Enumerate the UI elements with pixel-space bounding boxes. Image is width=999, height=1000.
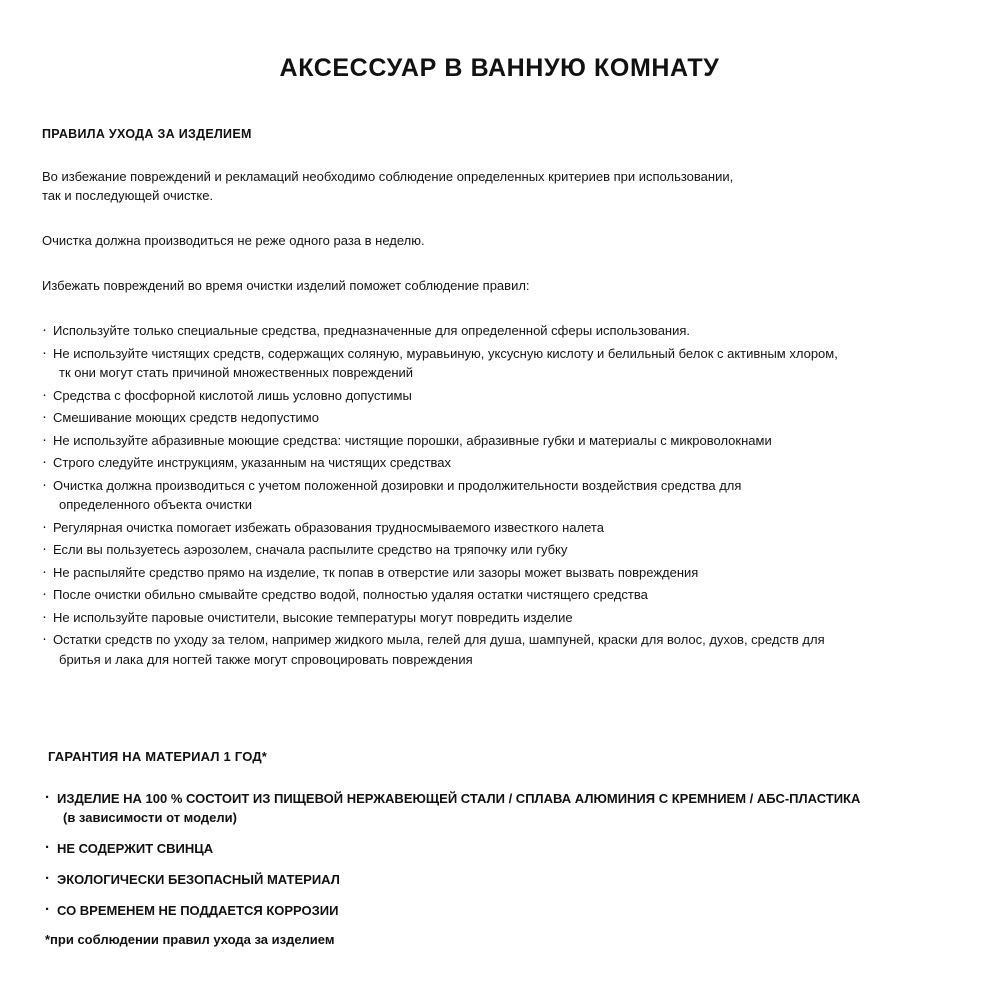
care-intro-line-1: Во избежание повреждений и рекламаций необходимо соблюдение определенных критериев при использовании,	[42, 169, 734, 184]
list-item	[42, 431, 959, 451]
list-item	[42, 453, 959, 473]
rule-line-1: Не используйте паровые очистители, высокие температуры могут повредить изделие	[53, 609, 573, 625]
rule-line-1: Регулярная очистка помогает избежать образования трудносмываемого известкого налета	[53, 519, 604, 535]
page-title: АКСЕССУАР В ВАННУЮ КОМНАТУ	[279, 54, 720, 82]
list-item	[45, 901, 959, 920]
rule-line-2: тк они могут стать причиной множественных повреждений	[59, 365, 414, 380]
guarantee-list	[40, 789, 959, 920]
care-intro-paragraph	[42, 167, 959, 205]
guarantee-line-1: ЭКОЛОГИЧЕСКИ БЕЗОПАСНЫЙ МАТЕРИАЛ	[57, 872, 340, 887]
list-item	[42, 585, 959, 605]
care-section-heading: ПРАВИЛА УХОДА ЗА ИЗДЕЛИЕМ	[42, 127, 252, 141]
list-item	[42, 408, 959, 428]
list-item	[45, 789, 959, 827]
rule-line-2: бритья и лака для ногтей также могут спровоцировать повреждения	[59, 651, 473, 667]
guarantee-line-1: СО ВРЕМЕНЕМ НЕ ПОДДАЕТСЯ КОРРОЗИИ	[57, 903, 339, 918]
guarantee-section	[40, 749, 959, 947]
rule-line-1: Строго следуйте инструкциям, указанным на чистящих средствах	[53, 455, 452, 470]
list-item	[42, 540, 959, 560]
list-item	[42, 563, 959, 583]
guarantee-line-1: НЕ СОДЕРЖИТ СВИНЦА	[57, 841, 214, 856]
rule-line-1: Используйте только специальные средства, предназначенные для определенной сферы использования.	[53, 323, 691, 338]
guarantee-footnote: *при соблюдении правил ухода за изделием	[45, 932, 335, 947]
rule-line-1: Не используйте абразивные моющие средства: чистящие порошки, абразивные губки и материалы с микроволокнами	[53, 432, 772, 448]
list-item	[42, 344, 959, 383]
care-intro-line-2: так и последующей очистке.	[42, 188, 214, 203]
guarantee-line-1: ИЗДЕЛИЕ НА 100 % СОСТОИТ ИЗ ПИЩЕВОЙ НЕРЖАВЕЮЩЕЙ СТАЛИ / СПЛАВА АЛЮМИНИЯ С КРЕМНИЕМ / АБС-ПЛАСТИКА	[57, 791, 861, 806]
list-item	[42, 321, 959, 341]
rule-line-1: После очистки обильно смывайте средство водой, полностью удаляя остатки чистящего средства	[53, 587, 648, 602]
guarantee-line-2: (в зависимости от модели)	[63, 810, 237, 825]
rule-line-1: Если вы пользуетесь аэрозолем, сначала распылите средство на тряпочку или губку	[53, 542, 568, 557]
list-item	[45, 870, 959, 889]
list-item	[45, 839, 959, 858]
rule-line-1: Средства с фосфорной кислотой лишь условно допустимы	[53, 387, 412, 403]
guarantee-heading: ГАРАНТИЯ НА МАТЕРИАЛ 1 ГОД*	[48, 749, 268, 764]
list-item	[42, 386, 959, 406]
rule-line-1: Не распыляйте средство прямо на изделие, тк попав в отверстие или зазоры может вызвать повреждения	[53, 564, 699, 580]
rule-line-1: Смешивание моющих средств недопустимо	[53, 410, 319, 425]
list-item	[42, 476, 959, 515]
rule-line-2: определенного объекта очистки	[59, 497, 252, 512]
care-frequency-paragraph: Очистка должна производиться не реже одного раза в неделю.	[42, 233, 425, 248]
rule-line-1: Остатки средств по уходу за телом, например жидкого мыла, гелей для душа, шампуней, краски для волос, духов, средств для	[53, 632, 825, 647]
rule-line-1: Не используйте чистящих средств, содержащих соляную, муравьиную, уксусную кислоту и белильный белок с активным хлором,	[53, 345, 838, 361]
list-item	[42, 518, 959, 538]
care-rules-lead: Избежать повреждений во время очистки изделий поможет соблюдение правил:	[42, 278, 530, 293]
care-section	[40, 127, 959, 669]
list-item	[42, 630, 959, 669]
list-item	[42, 608, 959, 628]
rule-line-1: Очистка должна производиться с учетом положенной дозировки и продолжительности воздействия средства для	[53, 477, 742, 493]
care-rules-list	[40, 321, 959, 669]
